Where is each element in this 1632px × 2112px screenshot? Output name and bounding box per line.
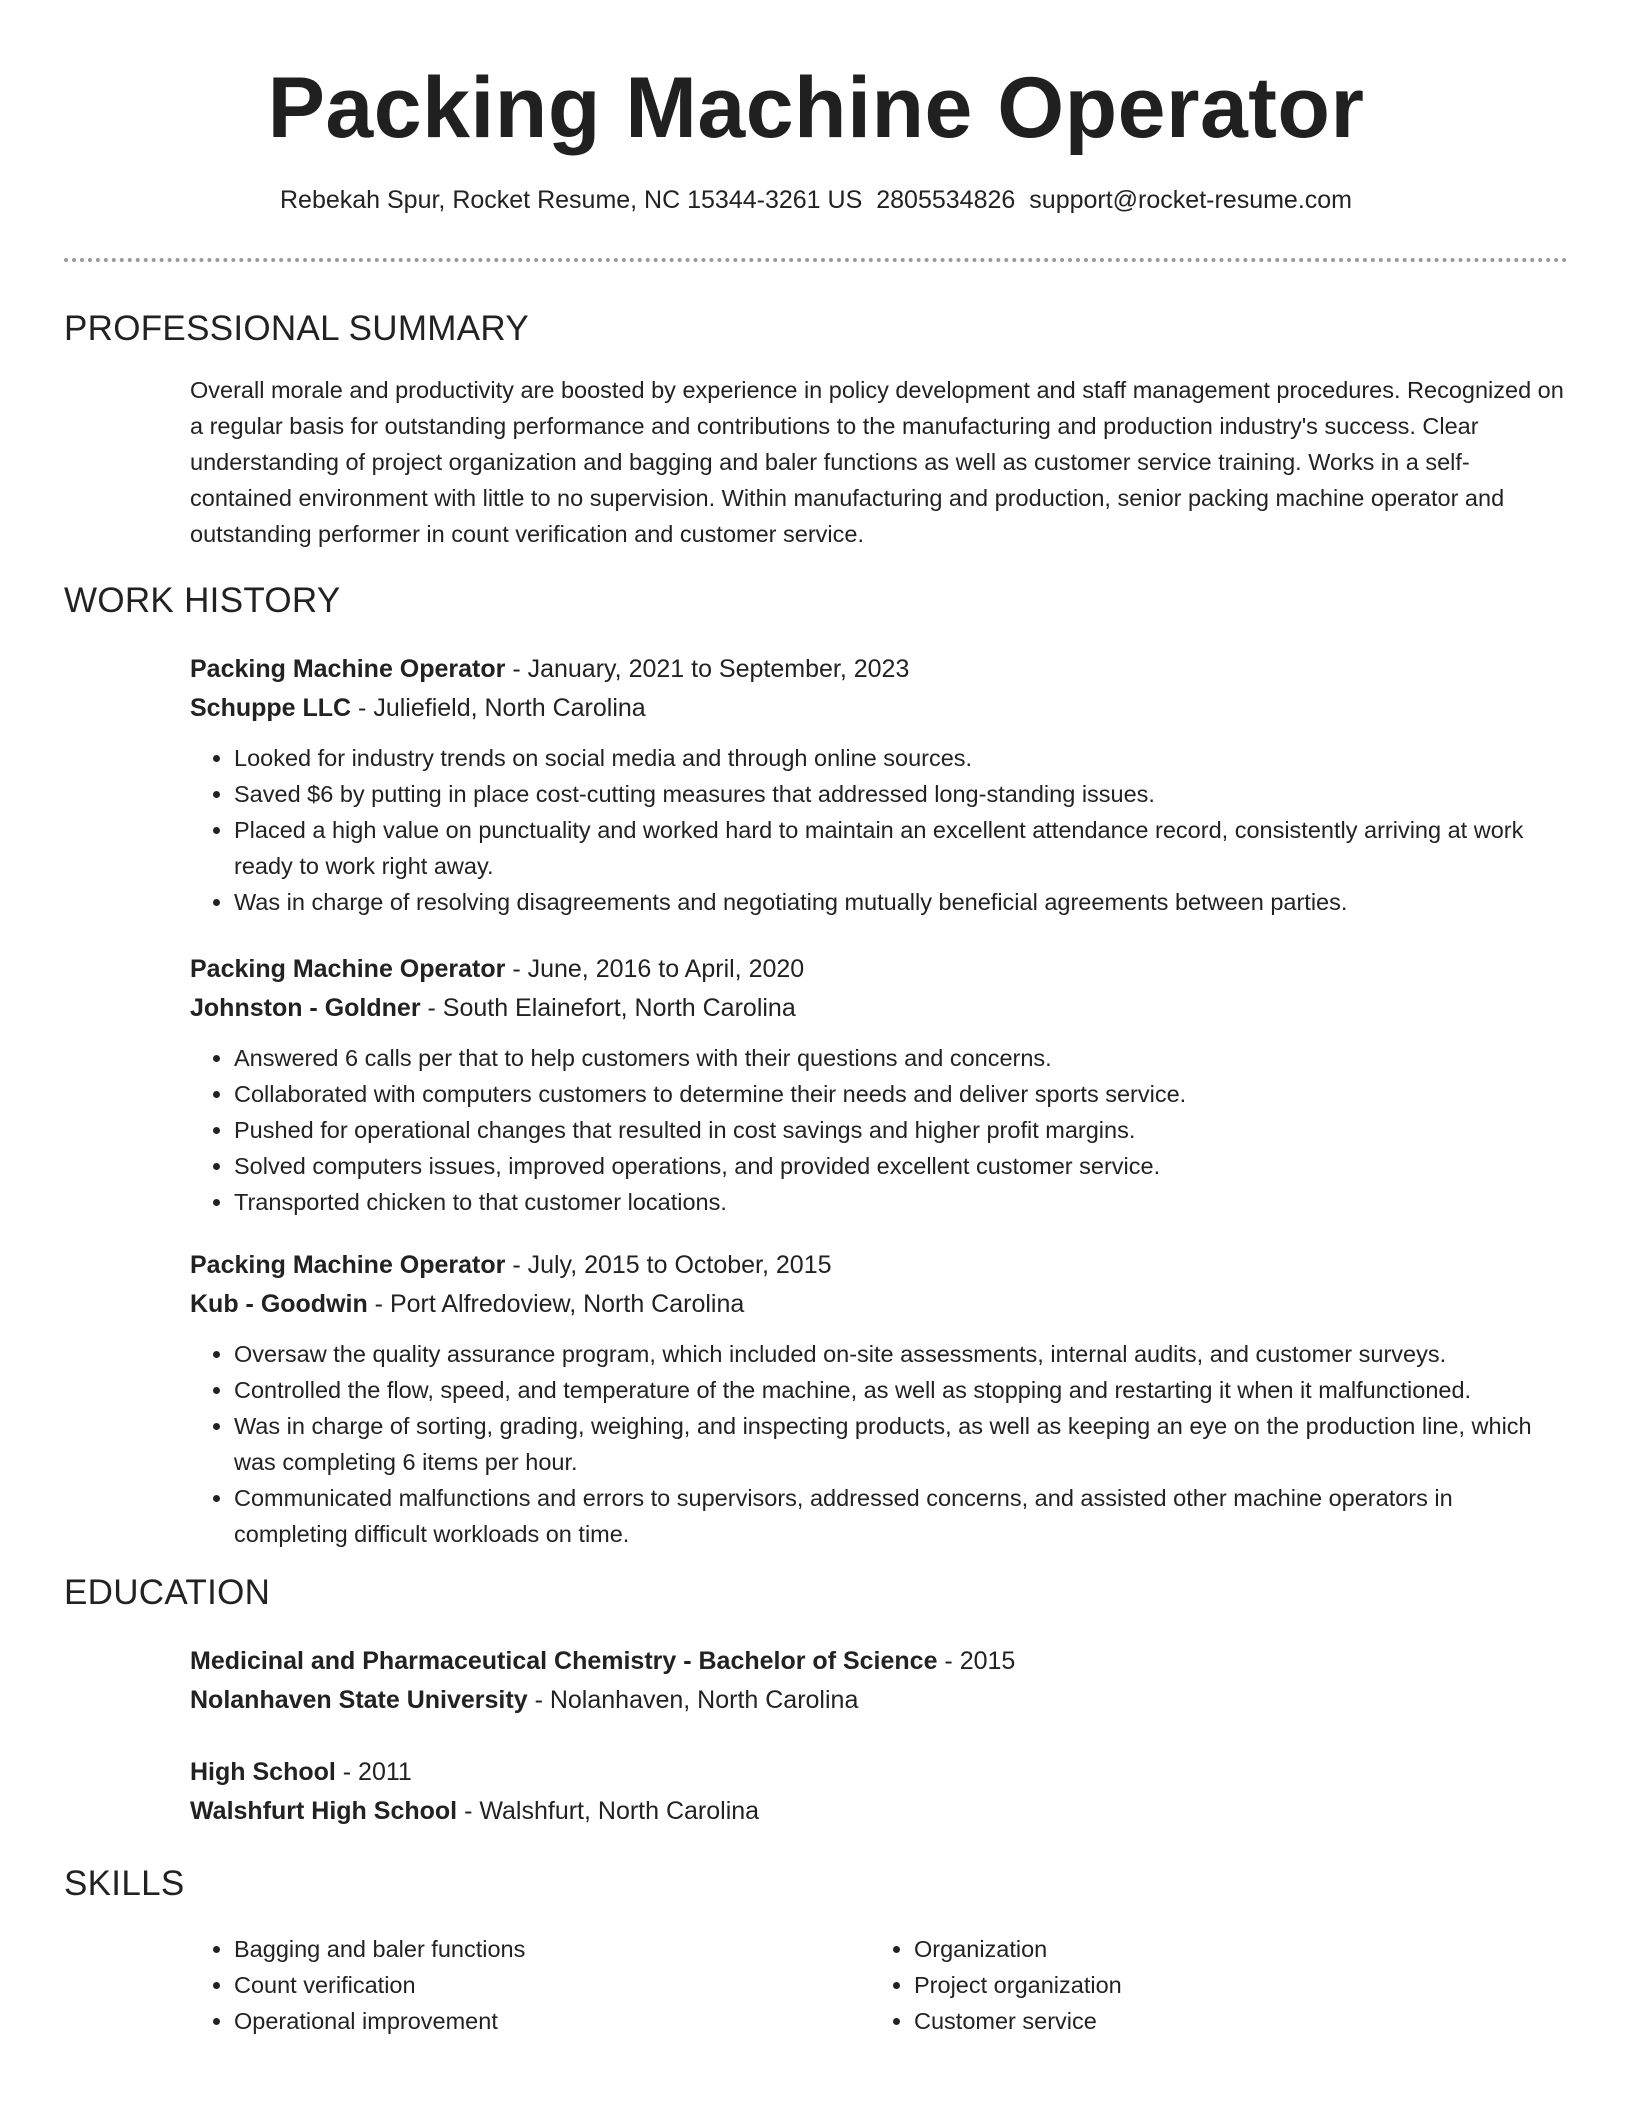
job-company: Kub - Goodwin	[190, 1290, 368, 1318]
skill-item: • Customer service	[914, 2003, 1550, 2039]
job-title: Packing Machine Operator	[190, 655, 506, 683]
skill-item: • Project organization	[914, 1967, 1550, 2003]
skills-heading: SKILLS	[64, 1864, 185, 1903]
page-title: Packing Machine Operator	[267, 60, 1365, 156]
job-location: - South Elainefort, North Carolina	[420, 994, 796, 1022]
job-company: Schuppe LLC	[190, 694, 352, 722]
education-list	[190, 1642, 1568, 1831]
contact-email: support@rocket-resume.com	[1029, 186, 1353, 214]
job-bullet: • Solved computers issues, improved operations, and provided excellent customer service.	[234, 1148, 1568, 1184]
job-location: - Port Alfredoview, North Carolina	[367, 1290, 745, 1318]
job-bullet: • Pushed for operational changes that resulted in cost savings and higher profit margins.	[234, 1112, 1568, 1148]
job-company-line	[190, 689, 1568, 728]
education-heading: EDUCATION	[64, 1573, 271, 1612]
education-year: - 2011	[335, 1758, 412, 1786]
education-location: - Walshfurt, North Carolina	[457, 1797, 760, 1825]
education-degree: High School	[190, 1758, 336, 1786]
contact-address: Rebekah Spur, Rocket Resume, NC 15344-3261 US	[279, 186, 863, 214]
education-degree: Medicinal and Pharmaceutical Chemistry - Bachelor of Science	[190, 1647, 938, 1675]
job-title: Packing Machine Operator	[190, 1251, 506, 1279]
education-entry	[190, 1753, 1568, 1831]
job-dates: - July, 2015 to October, 2015	[505, 1251, 832, 1279]
job-title-line	[190, 650, 1568, 689]
job-bullet: • Looked for industry trends on social media and through online sources.	[234, 740, 1568, 776]
resume-page	[64, 0, 1568, 2039]
job-company-line	[190, 989, 1568, 1028]
skill-item: • Count verification	[234, 1967, 870, 2003]
job-entry	[190, 950, 1568, 1220]
job-location: - Juliefield, North Carolina	[351, 694, 646, 722]
education-year: - 2015	[937, 1647, 1016, 1675]
skills-list	[190, 1931, 1568, 2039]
job-bullets	[190, 1336, 1568, 1552]
education-school-line	[190, 1681, 1568, 1720]
summary-text: Overall morale and productivity are boosted by experience in policy development and staff management procedures. Recognized on a regular basis for outstanding performance and contributions to the manufacturing and production industry's success. Clear understanding of project organization and bagging and baler functions as well as customer service training. Works in a self-contained environment with little to no supervision. Within manufacturing and production, senior packing machine operator and outstanding performer in count verification and customer service.	[190, 377, 1564, 547]
header-divider	[64, 258, 1568, 262]
job-entry	[190, 650, 1568, 920]
job-bullets	[190, 1040, 1568, 1220]
job-bullet: • Communicated malfunctions and errors to supervisors, addressed concerns, and assisted other machine operators in completing difficult workloads on time.	[234, 1480, 1568, 1552]
education-location: - Nolanhaven, North Carolina	[527, 1686, 859, 1714]
job-dates: - June, 2016 to April, 2020	[505, 955, 805, 983]
job-bullet: • Oversaw the quality assurance program, which included on-site assessments, internal audits, and customer surveys.	[234, 1336, 1568, 1372]
summary-heading: PROFESSIONAL SUMMARY	[64, 309, 529, 348]
skill-item: • Organization	[914, 1931, 1550, 1967]
job-title-line	[190, 950, 1568, 989]
job-bullet: • Saved $6 by putting in place cost-cutting measures that addressed long-standing issues.	[234, 776, 1568, 812]
job-entry	[190, 1246, 1568, 1552]
job-company-line	[190, 1285, 1568, 1324]
education-school: Nolanhaven State University	[190, 1686, 528, 1714]
education-school: Walshfurt High School	[190, 1797, 458, 1825]
job-bullet: • Controlled the flow, speed, and temperature of the machine, as well as stopping and restarting it when it malfunctioned.	[234, 1372, 1568, 1408]
job-title-line	[190, 1246, 1568, 1285]
skills-column-left	[190, 1931, 870, 2039]
skill-item: • Bagging and baler functions	[234, 1931, 870, 1967]
skills-column-right	[870, 1931, 1550, 2039]
job-bullet: • Collaborated with computers customers to determine their needs and deliver sports service.	[234, 1076, 1568, 1112]
contact-line	[64, 184, 1568, 216]
job-bullet: • Answered 6 calls per that to help customers with their questions and concerns.	[234, 1040, 1568, 1076]
work-history-heading: WORK HISTORY	[64, 581, 341, 620]
education-degree-line	[190, 1642, 1568, 1681]
skill-item: • Operational improvement	[234, 2003, 870, 2039]
job-bullet: • Placed a high value on punctuality and worked hard to maintain an excellent attendance record, consistently arriving at work ready to work right away.	[234, 812, 1568, 884]
job-bullets	[190, 740, 1568, 920]
education-entry	[190, 1642, 1568, 1720]
job-bullet: • Was in charge of sorting, grading, weighing, and inspecting products, as well as keeping an eye on the production line, which was completing 6 items per hour.	[234, 1408, 1568, 1480]
job-title: Packing Machine Operator	[190, 955, 506, 983]
job-bullet: • Was in charge of resolving disagreements and negotiating mutually beneficial agreements between parties.	[234, 884, 1568, 920]
job-company: Johnston - Goldner	[190, 994, 421, 1022]
contact-phone: 2805534826	[876, 186, 1016, 214]
education-school-line	[190, 1792, 1568, 1831]
education-degree-line	[190, 1753, 1568, 1792]
job-dates: - January, 2021 to September, 2023	[505, 655, 910, 683]
job-bullet: • Transported chicken to that customer locations.	[234, 1184, 1568, 1220]
